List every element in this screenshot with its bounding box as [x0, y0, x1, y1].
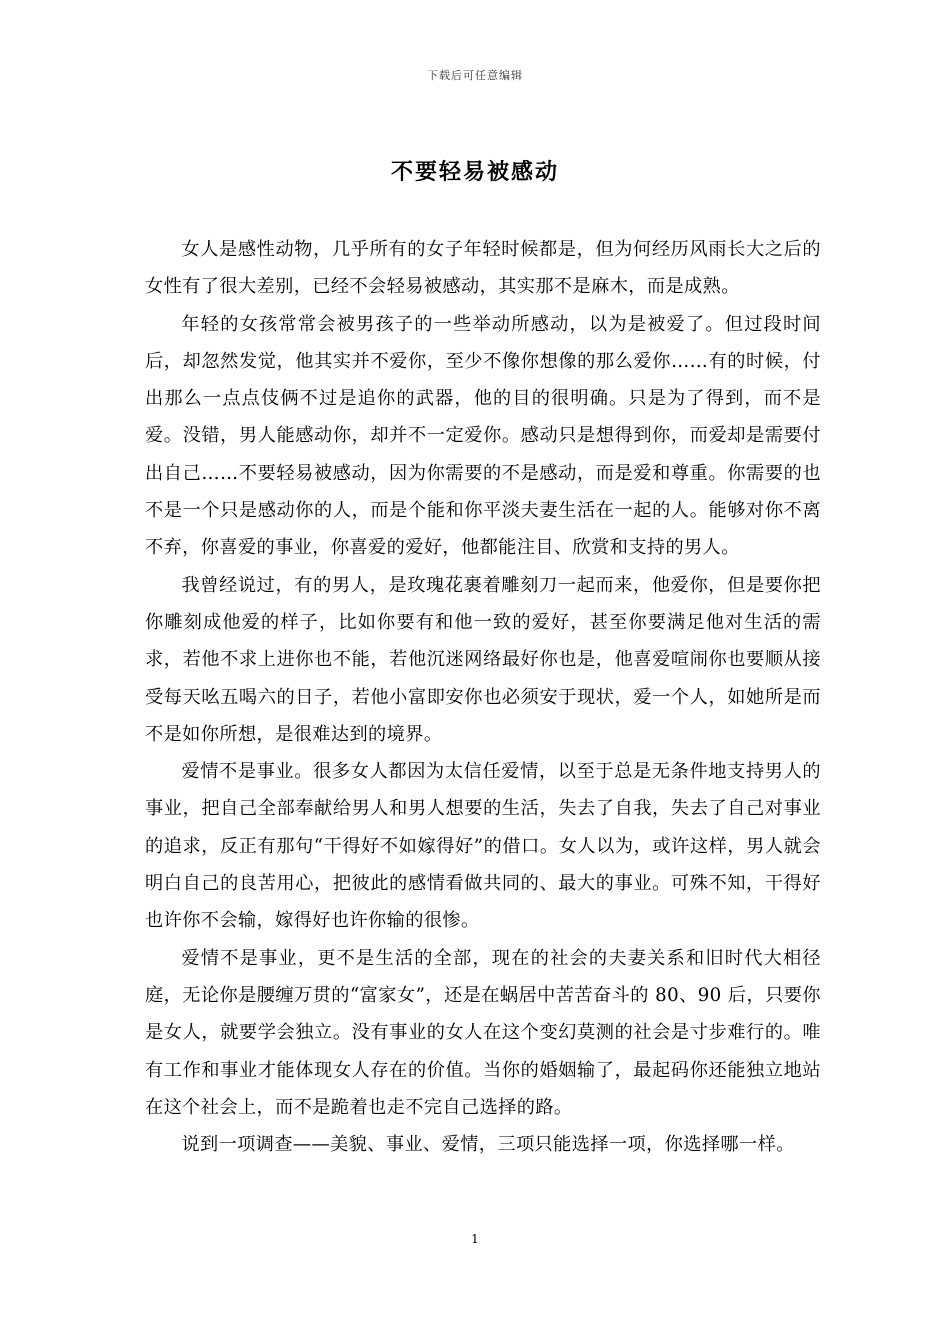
- document-body: [145, 231, 821, 1163]
- page-number: 1: [471, 1232, 479, 1246]
- header-note: 下载后可任意编辑: [427, 69, 523, 82]
- paragraph: 年轻的女孩常常会被男孩子的一些举动所感动，以为是被爱了。但过段时间后，却忽然发觉，他其实并不爱你，至少不像你想像的那么爱你……有的时候，付出那么一点点伎俩不过是追你的武器，他的目的很明确。只是为了得到，而不是爱。没错，男人能感动你，却并不一定爱你。感动只是想得到你，而爱却是需要付出自己……不要轻易被感动，因为你需要的不是感动，而是爱和尊重。你需要的也不是一个只是感动你的人，而是个能和你平淡夫妻生活在一起的人。能够对你不离不弃，你喜爱的事业，你喜爱的爱好，他都能注目、欣赏和支持的男人。: [145, 313, 821, 559]
- paragraph: 爱情不是事业，更不是生活的全部，现在的社会的夫妻关系和旧时代大相径庭，无论你是腰缠万贯的“富家女”，还是在蜗居中苦苦奋斗的 80、90 后，只要你是女人，就要学会独立。没有事业的女人在这个变幻莫测的社会是寸步难行的。唯有工作和事业才能体现女人存在的价值。当你的婚姻输了，最起码你还能独立地站在这个社会上，而不是跪着也走不完自己选择的路。: [145, 947, 821, 1118]
- paragraph: 我曾经说过，有的男人，是玫瑰花裹着雕刻刀一起而来，他爱你，但是要你把你雕刻成他爱的样子，比如你要有和他一致的爱好，甚至你要满足他对生活的需求，若他不求上进你也不能，若他沉迷网络最好你也是，他喜爱喧闹你也要顺从接受每天吆五喝六的日子，若他小富即安你也必须安于现状，爱一个人，如她所是而不是如你所想，是很难达到的境界。: [145, 574, 821, 745]
- document-title: 不要轻易被感动: [390, 159, 559, 185]
- paragraph: 爱情不是事业。很多女人都因为太信任爱情，以至于总是无条件地支持男人的事业，把自己全部奉献给男人和男人想要的生活，失去了自我，失去了自己对事业的追求，反正有那句“干得好不如嫁得好”的借口。女人以为，或许这样，男人就会明白自己的良苦用心，把彼此的感情看做共同的、最大的事业。可殊不知，干得好也许你不会输，嫁得好也许你输的很惨。: [145, 761, 821, 932]
- paragraph: 女人是感性动物，几乎所有的女子年轻时候都是，但为何经历风雨长大之后的女性有了很大差别，已经不会轻易被感动，其实那不是麻木，而是成熟。: [145, 239, 821, 298]
- paragraph: 说到一项调查——美貌、事业、爱情，三项只能选择一项，你选择哪一样。: [181, 1134, 795, 1156]
